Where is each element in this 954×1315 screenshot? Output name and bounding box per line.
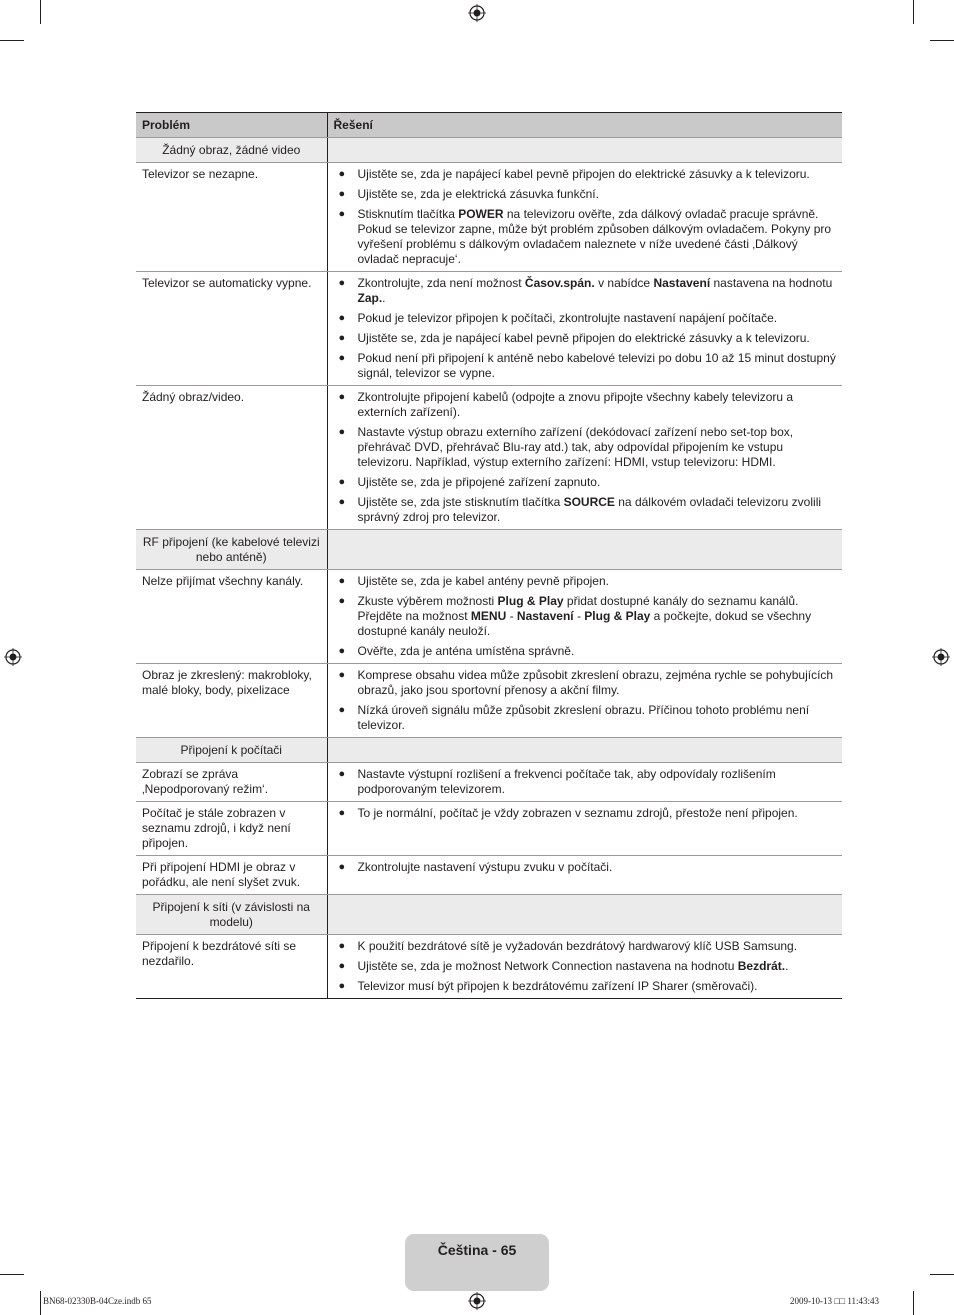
bullet-icon: ● — [338, 645, 346, 657]
solution-list — [334, 860, 837, 875]
solution-cell — [327, 895, 842, 935]
registration-mark-icon — [468, 1292, 486, 1310]
section-title: Připojení k počítači — [136, 738, 327, 763]
solution-cell — [327, 763, 842, 802]
bullet-icon: ● — [338, 861, 346, 873]
problem-cell: Obraz je zkreslený: makrobloky, malé bloky, body, pixelizace — [136, 664, 327, 738]
solution-text: Nastavte výstup obrazu externího zařízení (dekódovací zařízení nebo set-top box, přehrávač DVD, přehrávač Blu-ray atd.) tak, aby odpovídal připojením ke vstupu televizoru. Například, výstup externího zařízení: HDMI, vstup televizoru: HDMI. — [357, 425, 794, 469]
problem-cell: Připojení k bezdrátové síti se nezdařilo. — [136, 935, 327, 999]
solution-cell — [327, 802, 842, 856]
section-row — [136, 738, 842, 763]
table-row — [136, 763, 842, 802]
section-row — [136, 530, 842, 570]
problem-cell: Počítač je stále zobrazen v seznamu zdrojů, i když není připojen. — [136, 802, 327, 856]
table-row — [136, 272, 842, 386]
solution-emphasis: Bezdrát. — [737, 959, 786, 973]
bullet-icon: ● — [338, 332, 346, 344]
problem-cell: Televizor se nezapne. — [136, 163, 327, 272]
bullet-icon: ● — [338, 426, 346, 438]
solution-text: - — [573, 609, 585, 623]
section-spacer — [334, 742, 837, 757]
list-item — [334, 311, 837, 326]
solution-cell — [327, 138, 842, 163]
solution-text: nastavena na hodnotu — [710, 276, 833, 290]
list-item — [334, 425, 837, 470]
solution-list — [334, 167, 837, 267]
section-row — [136, 895, 842, 935]
bullet-icon: ● — [338, 669, 346, 681]
page-label: Čeština - 65 — [437, 1242, 517, 1258]
table-body — [136, 138, 842, 999]
bullet-icon: ● — [338, 188, 346, 200]
solution-cell — [327, 530, 842, 570]
table-row — [136, 570, 842, 664]
section-row — [136, 138, 842, 163]
table-row — [136, 386, 842, 530]
solution-emphasis: Nastavení — [653, 276, 711, 290]
list-item — [334, 860, 837, 875]
bullet-icon: ● — [338, 496, 346, 508]
list-item — [334, 390, 837, 420]
solution-text: Stisknutím tlačítka — [357, 207, 459, 221]
solution-text: Ujistěte se, zda je možnost Network Connection nastavena na hodnotu — [357, 959, 738, 973]
section-spacer — [334, 899, 837, 914]
bullet-icon: ● — [338, 768, 346, 780]
bullet-icon: ● — [338, 277, 346, 289]
crop-mark — [930, 40, 954, 41]
registration-mark-icon — [468, 4, 486, 22]
list-item — [334, 495, 837, 525]
list-item — [334, 351, 837, 381]
solution-list — [334, 767, 837, 797]
table-row — [136, 856, 842, 895]
solution-text: Pokud není při připojení k anténě nebo kabelové televizi po dobu 10 až 15 minut dostupný signál, televizor se vypne. — [357, 351, 836, 380]
solution-text: - — [506, 609, 517, 623]
table-header-row — [136, 113, 842, 138]
list-item — [334, 806, 837, 821]
crop-mark — [0, 40, 24, 41]
solution-list — [334, 276, 837, 381]
list-item — [334, 959, 837, 974]
crop-mark — [0, 1274, 24, 1275]
problem-cell: Zobrazí se zpráva ‚Nepodporovaný režim‘. — [136, 763, 327, 802]
solution-cell — [327, 163, 842, 272]
header-problem: Problém — [136, 113, 327, 138]
solution-text: v nabídce — [594, 276, 654, 290]
bullet-icon: ● — [338, 960, 346, 972]
bullet-icon: ● — [338, 595, 346, 607]
solution-emphasis: SOURCE — [563, 495, 615, 509]
solution-list — [334, 939, 837, 994]
solution-text: Ujistěte se, zda je elektrická zásuvka funkční. — [357, 187, 599, 201]
solution-text: . — [382, 291, 386, 305]
solution-text: Ověřte, zda je anténa umístěna správně. — [357, 644, 575, 658]
solution-text: na dálkovém ovladači televizoru zvolili správný zdroj pro televizor. — [357, 495, 822, 524]
list-item — [334, 167, 837, 182]
bullet-icon: ● — [338, 168, 346, 180]
bullet-icon: ● — [338, 208, 346, 220]
solution-list — [334, 668, 837, 733]
solution-emphasis: Nastavení — [516, 609, 574, 623]
troubleshooting-table — [136, 112, 842, 999]
bullet-icon: ● — [338, 575, 346, 587]
section-spacer — [334, 534, 837, 549]
list-item — [334, 594, 837, 639]
footer-timestamp: 2009-10-13 □□ 11:43:43 — [790, 1296, 880, 1306]
solution-text: Ujistěte se, zda je napájecí kabel pevně připojen do elektrické zásuvky a k televizoru. — [357, 167, 810, 181]
solution-list — [334, 806, 837, 821]
solution-emphasis: Zap. — [357, 291, 383, 305]
solution-cell — [327, 272, 842, 386]
section-title: Připojení k síti (v závislosti na modelu) — [136, 895, 327, 935]
solution-text: a počkejte, dokud se všechny dostupné kanály neuloží. — [357, 609, 812, 638]
bullet-icon: ● — [338, 940, 346, 952]
registration-mark-icon — [4, 648, 22, 666]
solution-text: Pokud je televizor připojen k počítači, zkontrolujte nastavení napájení počítače. — [357, 311, 778, 325]
page-number-tab — [405, 1234, 549, 1291]
solution-cell — [327, 935, 842, 999]
list-item — [334, 207, 837, 267]
solution-text: Ujistěte se, zda je připojené zařízení zapnuto. — [357, 475, 601, 489]
list-item — [334, 331, 837, 346]
solution-text: K použití bezdrátové sítě je vyžadován bezdrátový hardwarový klíč USB Samsung. — [357, 939, 798, 953]
registration-mark-icon — [932, 648, 950, 666]
bullet-icon: ● — [338, 704, 346, 716]
solution-cell — [327, 386, 842, 530]
problem-cell: Televizor se automaticky vypne. — [136, 272, 327, 386]
problem-cell: Nelze přijímat všechny kanály. — [136, 570, 327, 664]
list-item — [334, 767, 837, 797]
footer-file-name: BN68-02330B-04Cze.indb 65 — [43, 1296, 152, 1306]
list-item — [334, 574, 837, 589]
list-item — [334, 979, 837, 994]
list-item — [334, 475, 837, 490]
solution-text: Zkontrolujte připojení kabelů (odpojte a znovu připojte všechny kabely televizoru a externích zařízení). — [357, 390, 794, 419]
bullet-icon: ● — [338, 352, 346, 364]
solution-cell — [327, 664, 842, 738]
solution-cell — [327, 856, 842, 895]
solution-emphasis: POWER — [458, 207, 504, 221]
solution-text: Televizor musí být připojen k bezdrátovému zařízení IP Sharer (směrovači). — [357, 979, 758, 993]
table-row — [136, 163, 842, 272]
solution-emphasis: Časov.spán. — [524, 276, 595, 290]
solution-text: Ujistěte se, zda je napájecí kabel pevně připojen do elektrické zásuvky a k televizoru. — [357, 331, 810, 345]
solution-cell — [327, 738, 842, 763]
list-item — [334, 703, 837, 733]
table-row — [136, 664, 842, 738]
crop-mark — [913, 1291, 914, 1315]
solution-text: přidat dostupné kanály do seznamu kanálů. Přejděte na možnost — [357, 594, 799, 623]
list-item — [334, 276, 837, 306]
solution-emphasis: Plug & Play — [584, 609, 651, 623]
list-item — [334, 644, 837, 659]
solution-emphasis: Plug & Play — [497, 594, 564, 608]
list-item — [334, 187, 837, 202]
solution-text: Nastavte výstupní rozlišení a frekvenci počítače tak, aby odpovídaly rozlišením podporovaným televizorem. — [357, 767, 776, 796]
crop-mark — [930, 1274, 954, 1275]
solution-cell — [327, 570, 842, 664]
table-row — [136, 935, 842, 999]
solution-text: Zkuste výběrem možnosti — [357, 594, 498, 608]
section-title: RF připojení (ke kabelové televizi nebo anténě) — [136, 530, 327, 570]
solution-list — [334, 574, 837, 659]
bullet-icon: ● — [338, 807, 346, 819]
list-item — [334, 939, 837, 954]
problem-cell: Při připojení HDMI je obraz v pořádku, ale není slyšet zvuk. — [136, 856, 327, 895]
solution-text: Ujistěte se, zda jste stisknutím tlačítka — [357, 495, 564, 509]
solution-emphasis: MENU — [470, 609, 507, 623]
bullet-icon: ● — [338, 391, 346, 403]
list-item — [334, 668, 837, 698]
bullet-icon: ● — [338, 312, 346, 324]
bullet-icon: ● — [338, 476, 346, 488]
solution-text: Zkontrolujte, zda není možnost — [357, 276, 525, 290]
section-spacer — [334, 142, 837, 157]
crop-mark — [40, 1291, 41, 1315]
crop-mark — [913, 0, 914, 24]
solution-text: . — [785, 959, 789, 973]
header-solution: Řešení — [327, 113, 842, 138]
solution-text: Komprese obsahu videa může způsobit zkreslení obrazu, zejména rychle se pohybujících obrazů, jako jsou sportovní přenosy a akční filmy. — [357, 668, 834, 697]
table-row — [136, 802, 842, 856]
section-title: Žádný obraz, žádné video — [136, 138, 327, 163]
crop-mark — [40, 0, 41, 24]
bullet-icon: ● — [338, 980, 346, 992]
solution-text: Zkontrolujte nastavení výstupu zvuku v počítači. — [357, 860, 613, 874]
solution-list — [334, 390, 837, 525]
solution-text: Ujistěte se, zda je kabel antény pevně připojen. — [357, 574, 609, 588]
solution-text: na televizoru ověřte, zda dálkový ovladač pracuje správně. Pokud se televizor zapne, může být problém způsoben dálkovým ovladačem. Pokyny pro vyřešení problému s dálkovým ovladačem naleznete v níže uvedené části ‚Dálkový ovladač nepracuje‘. — [357, 207, 832, 266]
solution-text: Nízká úroveň signálu může způsobit zkreslení obrazu. Příčinou tohoto problému není televizor. — [357, 703, 810, 732]
solution-text: To je normální, počítač je vždy zobrazen v seznamu zdrojů, přestože není připojen. — [357, 806, 798, 820]
problem-cell: Žádný obraz/video. — [136, 386, 327, 530]
